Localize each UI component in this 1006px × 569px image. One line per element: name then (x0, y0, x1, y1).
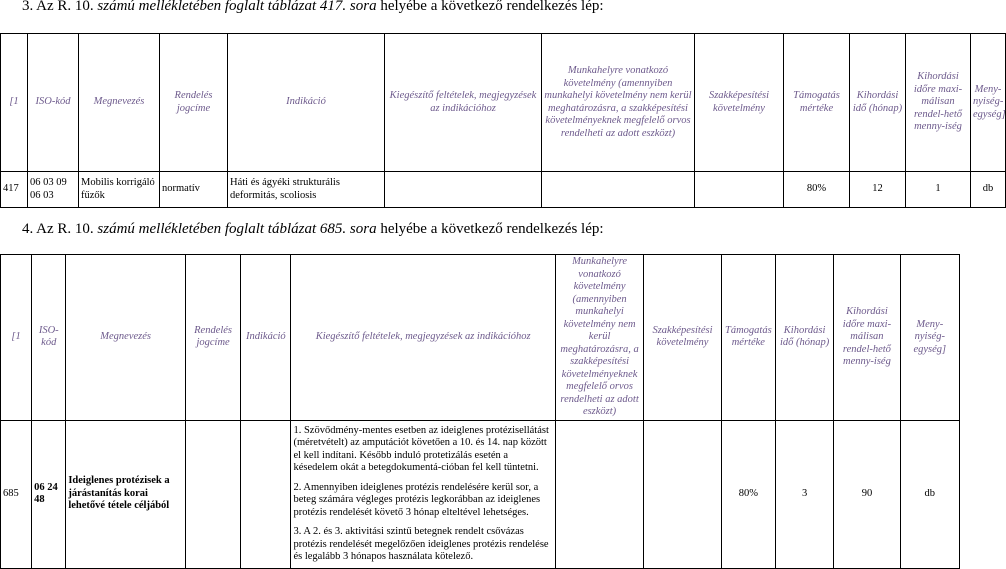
cell-indikacio (241, 420, 291, 568)
cell-name: Ideiglenes protézisek a járástanítás korai lehetővé tétele céljából (66, 420, 186, 568)
note-3: 3. A 2. és 3. aktivitási szintű betegnek rendelt csővázas protézis rendelését megelőzően ideiglenes protézis rendelése és legalább 3 hónapos használata kötelező. (293, 526, 549, 562)
table-row (1, 172, 1006, 208)
cell-munkahely (555, 420, 643, 568)
cell-tamogatas: 80% (784, 172, 850, 208)
heading-suffix: helyébe a következő rendelkezés lép: (376, 221, 604, 237)
cell-max-mennyiseg: 1 (906, 172, 971, 208)
cell-kihordas: 12 (850, 172, 906, 208)
table-row-417 (0, 33, 1006, 208)
cell-jogcim: normatív (160, 172, 228, 208)
header-cell: [1 (1, 255, 32, 421)
header-cell: ISO-kód (28, 34, 79, 172)
cell-egyseg: db (900, 420, 959, 568)
table-header (1, 34, 1006, 172)
cell-egyseg: db (971, 172, 1006, 208)
header-cell: Meny-nyiség-egység] (900, 255, 959, 421)
cell-iso: 06 03 09 06 03 (28, 172, 79, 208)
header-cell: Indikáció (228, 34, 385, 172)
cell-max-mennyiseg: 90 (834, 420, 900, 568)
header-cell: Rendelés jogcíme (185, 255, 240, 421)
cell-iso: 06 24 48 (32, 420, 66, 568)
heading-italic: számú mellékletében foglalt táblázat 417. sora (97, 0, 377, 14)
header-cell: Kihordási idő (hónap) (850, 34, 906, 172)
cell-indikacio: Háti és ágyéki strukturális deformitás, scoliosis (228, 172, 385, 208)
header-cell: Rendelés jogcíme (160, 34, 228, 172)
header-cell: Kiegészítő feltételek, megjegyzések az indikációhoz (385, 34, 542, 172)
cell-kiegeszito (291, 420, 555, 568)
header-cell: Meny-nyiség-egység] (971, 34, 1006, 172)
header-cell: Megnevezés (79, 34, 160, 172)
header-cell: [1 (1, 34, 28, 172)
table-row-685 (0, 254, 960, 569)
header-cell: Kihordási időre maxi-málisan rendel-hető menny-iség (906, 34, 971, 172)
header-cell: Támogatás mértéke (721, 255, 775, 421)
header-cell: Munkahelyre vonatkozó követelmény (amennyiben munkahelyi követelmény nem kerül meghatározásra, a szakképesítési követelményeknek megfelelő orvos rendelheti az adott eszközt) (555, 255, 643, 421)
header-cell: Támogatás mértéke (784, 34, 850, 172)
header-cell: Indikáció (241, 255, 291, 421)
note-2: 2. Amennyiben ideiglenes protézis rendelésére kerül sor, a beteg számára végleges protézis legkorábban az ideiglenes protézis rendelését követő 3 hónap elteltével lehetséges. (293, 481, 541, 518)
heading-suffix: helyébe a következő rendelkezés lép: (376, 0, 604, 14)
section-2-heading (22, 221, 604, 238)
header-cell: Kiegészítő feltételek, megjegyzések az indikációhoz (291, 255, 555, 421)
header-cell: Kihordási időre maxi-málisan rendel-hető menny-iség (834, 255, 900, 421)
cell-munkahely (542, 172, 695, 208)
header-cell: Szakképesítési követelmény (644, 255, 721, 421)
header-cell: Munkahelyre vonatkozó követelmény (amennyiben munkahelyi követelmény nem kerül meghatározásra, a szakképesítési követelményeknek megfelelő orvos rendelheti az adott eszközt) (542, 34, 695, 172)
note-1: 1. Szövődmény-mentes esetben az ideiglenes protézisellátást (méretvételt) az amputációt követően a 10. és 14. nap között el kell indítani. Később induló protetizálás esetén a késedelem okát a betegdokumentá-cióban fel kell tüntetni. (293, 424, 549, 473)
heading-italic: számú mellékletében foglalt táblázat 685. sora (97, 221, 377, 237)
table-header (1, 255, 960, 421)
table-row (1, 420, 960, 568)
header-cell: Megnevezés (66, 255, 186, 421)
cell-name: Mobilis korrigáló fűzők (79, 172, 160, 208)
cell-tamogatas: 80% (721, 420, 775, 568)
cell-kihordas: 3 (775, 420, 833, 568)
cell-jogcim (185, 420, 240, 568)
cell-szakkepesites (644, 420, 721, 568)
header-cell: ISO-kód (32, 255, 66, 421)
cell-row-number: 417 (1, 172, 28, 208)
cell-kiegeszito (385, 172, 542, 208)
section-1-heading (22, 0, 604, 15)
header-cell: Kihordási idő (hónap) (775, 255, 833, 421)
cell-szakkepesites (695, 172, 784, 208)
header-cell: Szakképesítési követelmény (695, 34, 784, 172)
cell-row-number: 685 (1, 420, 32, 568)
heading-prefix: 4. Az R. 10. (22, 221, 98, 237)
heading-prefix: 3. Az R. 10. (22, 0, 98, 14)
